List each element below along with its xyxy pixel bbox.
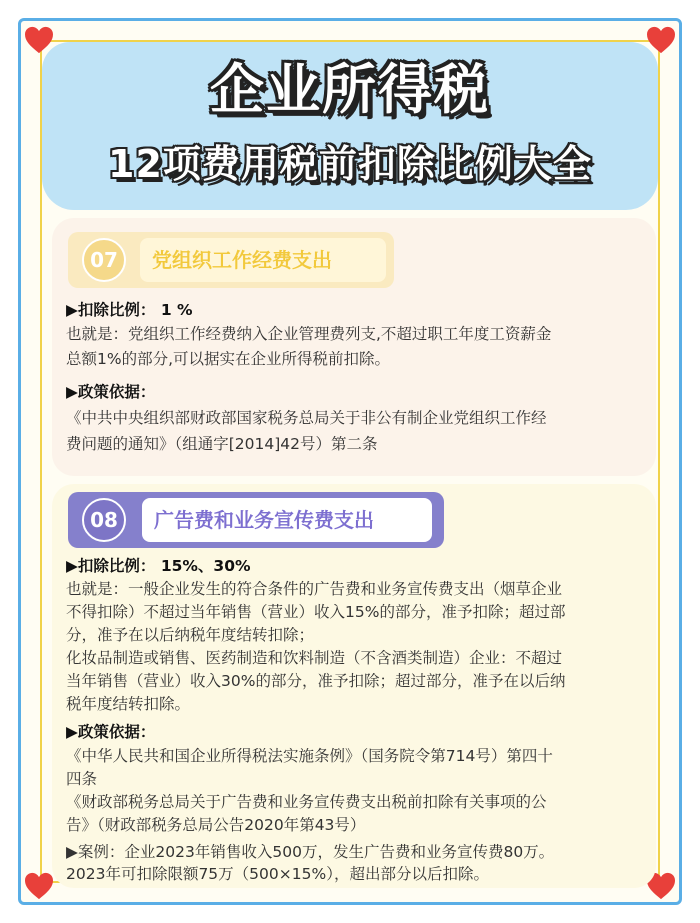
section-08-ratio: ▶扣除比例： 15%、30% [66,557,251,575]
section-07-basis-line: 《中共中央组织部财政部国家税务总局关于非公有制企业党组织工作经 [66,409,547,427]
section-08-explain-line: 不得扣除）不超过当年销售（营业）收入15%的部分，准予扣除；超过部 [66,603,566,621]
section-07-explain-line: 也就是：党组织工作经费纳入企业管理费列支,不超过职工年度工资薪金 [66,325,552,343]
section-07-title: 党组织工作经费支出 [140,238,386,282]
section-08-explain-line: 税年度结转扣除。 [66,695,191,713]
section-08-explain-line: 化妆品制造或销售、医药制造和饮料制造（不含酒类制造）企业：不超过 [66,649,563,667]
section-07-heading [68,232,394,288]
section-08-explain-line: 当年销售（营业）收入30%的部分，准予扣除；超过部分，准予在以后纳 [66,672,566,690]
section-07-explain-line: 总额1%的部分,可以据实在企业所得税前扣除。 [66,350,391,368]
section-08-basis-label: ▶政策依据： [66,723,156,741]
section-08-case-line: 2023年可扣除限额75万（500×15%），超出部分以后扣除。 [66,865,489,883]
section-07-basis-label: ▶政策依据： [66,383,156,401]
section-08-case-line: ▶案例：企业2023年销售收入500万，发生广告费和业务宣传费80万。 [66,843,555,861]
page-title: 企业所得税 [210,58,490,121]
section-08-basis-line: 四条 [66,770,98,788]
section-08-number: 08 [82,498,126,542]
section-07-basis-line: 费问题的通知》（组通字[2014]42号）第二条 [66,435,378,453]
heart-icon [646,26,676,54]
section-08-basis-line: 《中华人民共和国企业所得税法实施条例》（国务院令第714号）第四十 [66,747,553,765]
page-subtitle: 12项费用税前扣除比例大全 [108,142,592,186]
section-07-ratio: ▶扣除比例： 1 % [66,301,193,319]
section-08-basis-line: 《财政部税务总局关于广告费和业务宣传费支出税前扣除有关事项的公 [66,793,547,811]
section-08-explain-line: 分，准予在以后纳税年度结转扣除； [66,626,315,644]
heart-icon [24,872,54,900]
section-08-title: 广告费和业务宣传费支出 [142,498,432,542]
section-08-basis-line: 告》（财政部税务总局公告2020年第43号） [66,816,366,834]
section-08-explain-line: 也就是：一般企业发生的符合条件的广告费和业务宣传费支出（烟草企业 [66,580,563,598]
section-08-heading [68,492,444,548]
section-07-number: 07 [82,238,126,282]
